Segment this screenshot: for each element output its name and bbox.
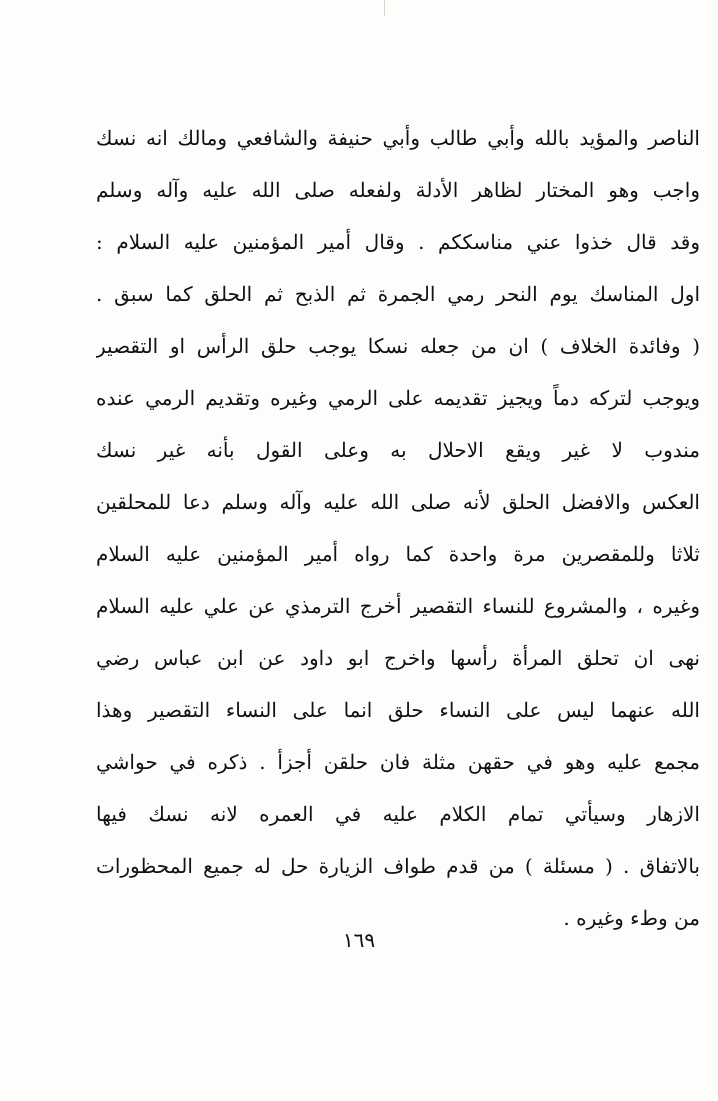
text-line-12: الله عنهما ليس على النساء حلق انما على النساء التقصير وهذا xyxy=(96,698,700,722)
text-line-7: مندوب لا غير ويقع الاحلال به وعلى القول بأنه غير نسك xyxy=(96,438,700,462)
scan-edge-mark xyxy=(384,0,385,16)
text-line-16: من وطء وغيره . xyxy=(563,906,700,930)
text-line-6: ويوجب لتركه دماً ويجيز تقديمه على الرمي وغيره وتقديم الرمي عنده xyxy=(96,386,700,410)
text-line-5: ( وفائدة الخلاف ) ان من جعله نسكا يوجب حلق الرأس او التقصير xyxy=(96,334,700,358)
text-line-3: وقد قال خذوا عني مناسككم . وقال أمير المؤمنين عليه السلام : xyxy=(96,230,700,254)
page-number: ١٦٩ xyxy=(342,928,376,952)
text-line-8: العكس والافضل الحلق لأنه صلى الله عليه وآله وسلم دعا للمحلقين xyxy=(96,490,700,514)
text-line-15: بالاتفاق . ( مسئلة ) من قدم طواف الزيارة حل له جميع المحظورات xyxy=(96,854,700,878)
text-line-11: نهى ان تحلق المرأة رأسها واخرج ابو داود عن ابن عباس رضي xyxy=(96,646,700,670)
text-line-10: وغيره ، والمشروع للنساء التقصير أخرج الترمذي عن علي عليه السلام xyxy=(96,594,700,618)
body-text xyxy=(96,112,700,944)
text-line-4: اول المناسك يوم النحر رمي الجمرة ثم الذبح ثم الحلق كما سبق . xyxy=(96,282,700,306)
text-line-13: مجمع عليه وهو في حقهن مثلة فان حلقن أجزأ . ذكره في حواشي xyxy=(96,750,700,774)
text-line-9: ثلاثا وللمقصرين مرة واحدة كما رواه أمير المؤمنين عليه السلام xyxy=(96,542,700,566)
text-line-1: الناصر والمؤيد بالله وأبي طالب وأبي حنيفة والشافعي ومالك انه نسك xyxy=(96,126,700,150)
text-line-2: واجب وهو المختار لظاهر الأدلة ولفعله صلى الله عليه وآله وسلم xyxy=(96,178,700,202)
text-line-14: الازهار وسيأتي تمام الكلام عليه في العمره لانه نسك فيها xyxy=(96,802,700,826)
